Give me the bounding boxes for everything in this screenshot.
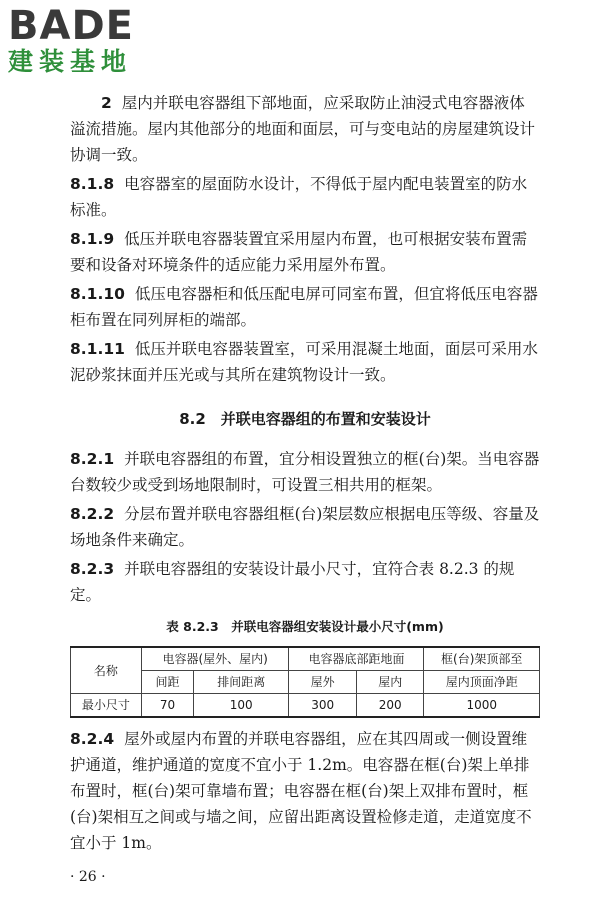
table-header-group3-line1: 框(台)架顶部至 bbox=[424, 647, 540, 671]
table-row bbox=[71, 694, 540, 718]
dimension-table bbox=[70, 646, 540, 718]
clause-8-2-2: 8.2.2 分层布置并联电容器组框(台)架层数应根据电压等级、容量及场地条件来确定。 bbox=[70, 505, 540, 549]
document-body bbox=[70, 90, 540, 890]
table-cell: 1000 bbox=[424, 694, 540, 718]
clause-8-2-1: 8.2.1 并联电容器组的布置，宜分相设置独立的框(台)架。当电容器台数较少或受到场地限制时，可设置三相共用的框架。 bbox=[70, 450, 540, 494]
table-header-row bbox=[71, 647, 540, 671]
logo bbox=[8, 3, 134, 76]
table-header-group1: 电容器(屋外、屋内) bbox=[141, 647, 289, 671]
table-caption: 表 8.2.3 并联电容器组安装设计最小尺寸(mm) bbox=[166, 619, 444, 634]
logo-wordmark: BADE bbox=[8, 3, 134, 49]
table-cell: 300 bbox=[289, 694, 357, 718]
table-row-label: 最小尺寸 bbox=[71, 694, 142, 718]
table-cell: 100 bbox=[194, 694, 289, 718]
clause-8-1-10: 8.1.10 低压电容器柜和低压配电屏可同室布置，但宜将低压电容器柜布置在同列屏柜的端部。 bbox=[70, 285, 538, 329]
section-title: 8.2 并联电容器组的布置和安装设计 bbox=[179, 410, 431, 428]
table-header-group3-line2: 屋内顶面净距 bbox=[424, 671, 540, 694]
table-subheader: 间距 bbox=[141, 671, 193, 694]
table-subheader: 屋内 bbox=[356, 671, 424, 694]
table-subheader: 屋外 bbox=[289, 671, 357, 694]
page-number: · 26 · bbox=[70, 869, 106, 885]
table-header-name: 名称 bbox=[71, 647, 142, 694]
clause-8-1-8: 8.1.8 电容器室的屋面防水设计，不得低于屋内配电装置室的防水标准。 bbox=[70, 175, 528, 219]
table-header-group2: 电容器底部距地面 bbox=[289, 647, 424, 671]
table-cell: 70 bbox=[141, 694, 193, 718]
clause-8-2-4: 8.2.4 屋外或屋内布置的并联电容器组，应在其四周或一侧设置维护通道，维护通道的宽度不宜小于 1.2m。电容器在框(台)架上单排布置时，框(台)架可靠墙布置；电容器在框(台)架上双排布置时，框(台)架相互之间或与墙之间，应留出距离设置检修走道，走道宽度不宜小于 1m。 bbox=[70, 730, 532, 852]
clause-8-2-3: 8.2.3 并联电容器组的安装设计最小尺寸，宜符合表 8.2.3 的规定。 bbox=[70, 560, 515, 604]
clause-8-1-9: 8.1.9 低压并联电容器装置宜采用屋内布置，也可根据安装布置需要和设备对环境条件的适应能力采用屋外布置。 bbox=[70, 230, 528, 274]
table-cell: 200 bbox=[356, 694, 424, 718]
logo-subtitle: 建装基地 bbox=[8, 47, 133, 76]
table-subheader: 排间距离 bbox=[194, 671, 289, 694]
clause-8-1-7-item-2: 2 屋内并联电容器组下部地面，应采取防止油浸式电容器液体溢流措施。屋内其他部分的地面和面层，可与变电站的房屋建筑设计协调一致。 bbox=[70, 94, 536, 164]
table-subheader-row bbox=[71, 671, 540, 694]
clause-8-1-11: 8.1.11 低压并联电容器装置室，可采用混凝土地面，面层可采用水泥砂浆抹面并压光或与其所在建筑物设计一致。 bbox=[70, 340, 538, 384]
